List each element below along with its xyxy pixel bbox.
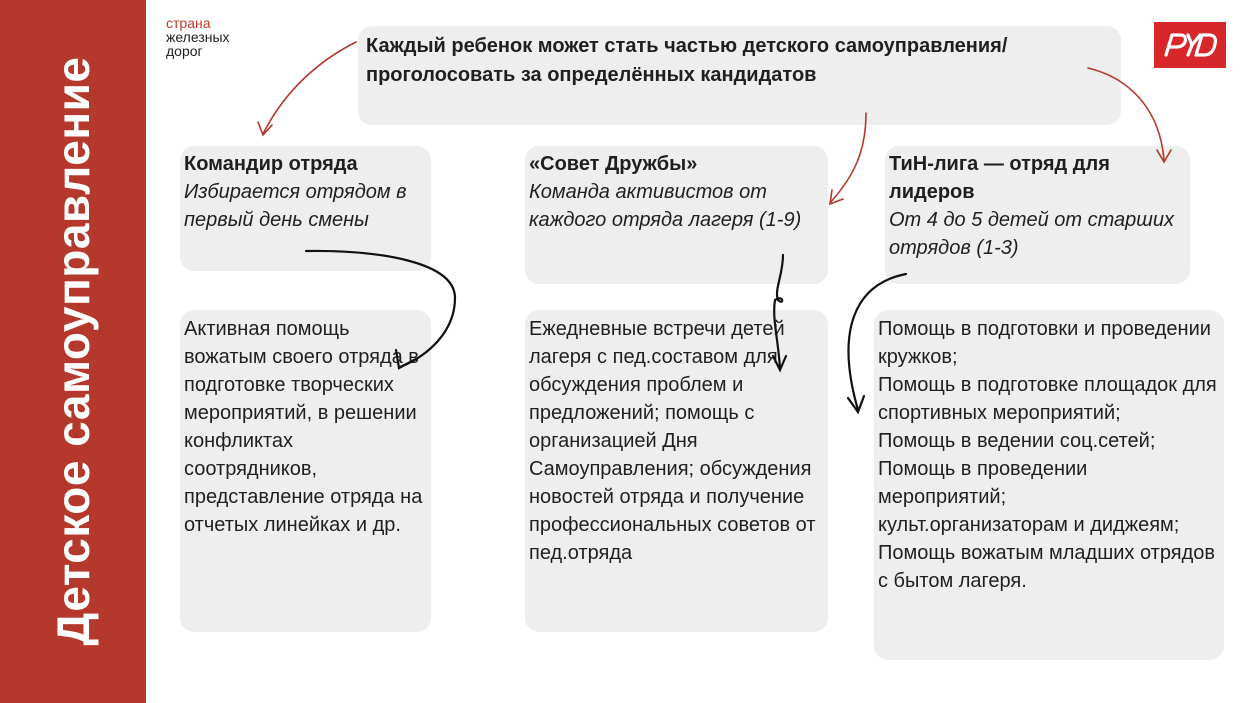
duties-text-council: Ежедневные встречи детей лагеря с пед.составом для обсуждения проблем и предложений; помощь с организацией Дня Самоуправления; обсуждения новостей отряда и получение профессиональных советов от пед.отряда (529, 318, 816, 564)
sidebar (0, 0, 146, 703)
rzd-logo-icon (1154, 22, 1226, 68)
arrow-to-commander-head (258, 122, 272, 135)
duties-text-tin-league: Помощь в подготовки и проведении кружков; Помощь в подготовке площадок для спортивных мероприятий; Помощь в ведении соц.сетей; Помощь в проведении мероприятий; культ.организаторам и диджеям; Помощь вожатым младших отрядов с бытом лагеря. (878, 318, 1217, 592)
role-subtitle-commander: Избирается отрядом в первый день смены (184, 181, 407, 231)
brand-line-2: железных (166, 29, 230, 45)
role-box-council (525, 146, 828, 284)
role-title-tin-league: ТиН-лига — отряд для лидеров (889, 153, 1110, 203)
role-title-commander: Командир отряда (184, 153, 358, 175)
duties-text-commander: Активная помощь вожатым своего отряда в подготовке творческих мероприятий, в решении конфликтах соотрядников, представление отряда на отчетых линейках и др. (184, 318, 423, 536)
role-subtitle-council: Команда активистов от каждого отряда лагеря (1-9) (529, 181, 802, 231)
arrow-to-council (830, 113, 866, 203)
brand-line-3: дорог (166, 43, 203, 59)
brand-line-1: страна (166, 15, 211, 31)
duties-box-council (525, 310, 828, 632)
sidebar-title: Детское самоуправление (47, 56, 99, 646)
role-title-council: «Совет Дружбы» (529, 153, 698, 175)
intro-box (358, 26, 1121, 125)
role-box-commander (180, 146, 431, 271)
duties-box-commander (180, 310, 431, 632)
role-box-tin-league (885, 146, 1190, 284)
arrow-to-commander (263, 42, 356, 134)
arrow-to-council-head (830, 190, 843, 204)
role-subtitle-tin-league: От 4 до 5 детей от старших отрядов (1-3) (889, 209, 1175, 259)
duties-box-tin-league (874, 310, 1224, 660)
intro-text: Каждый ребенок может стать частью детского самоуправления/проголосовать за определённых кандидатов (366, 35, 1008, 86)
arrow-tin-duties-head (848, 396, 864, 412)
brand-logo (166, 16, 230, 58)
